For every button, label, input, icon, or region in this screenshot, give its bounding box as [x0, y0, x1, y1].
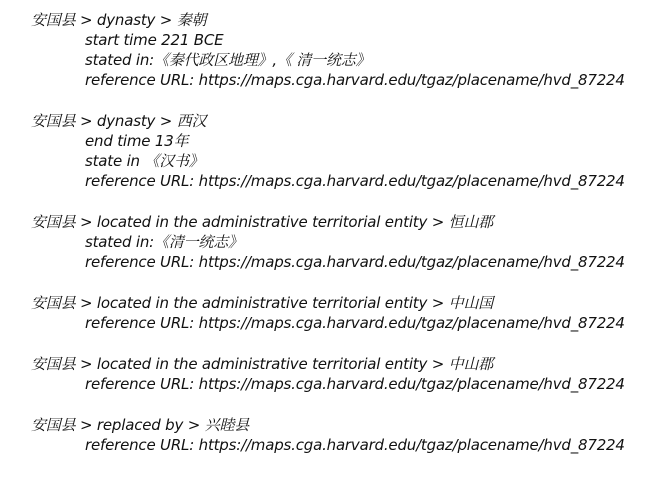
- subject-label: 安国县: [31, 294, 76, 312]
- statement: [31, 111, 671, 191]
- property-label: located in the administrative territorial entity: [96, 294, 428, 312]
- statement-header: [31, 212, 671, 232]
- qualifier-reference-url: reference URL: https://maps.cga.harvard.edu/tgaz/placename/hvd_87224: [85, 71, 625, 89]
- qualifier-stated-in: stated in:《秦代政区地理》,《 清一统志》: [85, 51, 371, 69]
- value-label: 兴睦县: [204, 416, 250, 434]
- separator: >: [75, 112, 97, 130]
- qualifier-end-time: end time 13年: [85, 132, 189, 150]
- separator: >: [155, 11, 177, 29]
- statement: [31, 10, 671, 90]
- subject-label: 安国县: [31, 11, 76, 29]
- qualifier-reference-url: reference URL: https://maps.cga.harvard.edu/tgaz/placename/hvd_87224: [85, 253, 625, 271]
- statement: [31, 212, 671, 272]
- property-label: replaced by: [96, 416, 184, 434]
- value-label: 中山国: [448, 294, 494, 312]
- subject-label: 安国县: [31, 355, 76, 373]
- statement-header: [31, 111, 671, 131]
- separator: >: [75, 294, 97, 312]
- statement: [31, 415, 671, 455]
- statement: [31, 293, 671, 333]
- qualifier-stated-in: stated in:《清一统志》: [85, 233, 243, 251]
- separator: >: [155, 112, 177, 130]
- separator: >: [75, 213, 97, 231]
- value-label: 秦朝: [176, 11, 207, 29]
- separator: >: [75, 355, 97, 373]
- property-label: dynasty: [96, 11, 156, 29]
- statement-header: [31, 293, 671, 313]
- property-label: located in the administrative territorial entity: [96, 213, 428, 231]
- property-label: located in the administrative territorial entity: [96, 355, 428, 373]
- statement-header: [31, 354, 671, 374]
- value-label: 西汉: [176, 112, 207, 130]
- qualifier-reference-url: reference URL: https://maps.cga.harvard.edu/tgaz/placename/hvd_87224: [85, 314, 625, 332]
- subject-label: 安国县: [31, 416, 76, 434]
- separator: >: [183, 416, 205, 434]
- qualifier-start-time: start time 221 BCE: [85, 31, 224, 49]
- qualifier-reference-url: reference URL: https://maps.cga.harvard.edu/tgaz/placename/hvd_87224: [85, 172, 625, 190]
- separator: >: [427, 213, 449, 231]
- qualifier-stated-in: state in 《汉书》: [85, 152, 204, 170]
- property-label: dynasty: [96, 112, 156, 130]
- separator: >: [75, 416, 97, 434]
- subject-label: 安国县: [31, 112, 76, 130]
- value-label: 恒山郡: [448, 213, 494, 231]
- separator: >: [427, 355, 449, 373]
- qualifier-reference-url: reference URL: https://maps.cga.harvard.edu/tgaz/placename/hvd_87224: [85, 375, 625, 393]
- statement-header: [31, 415, 671, 435]
- statement-header: [31, 10, 671, 30]
- value-label: 中山郡: [448, 355, 494, 373]
- statement: [31, 354, 671, 394]
- qualifier-reference-url: reference URL: https://maps.cga.harvard.edu/tgaz/placename/hvd_87224: [85, 436, 625, 454]
- subject-label: 安国县: [31, 213, 76, 231]
- separator: >: [75, 11, 97, 29]
- separator: >: [427, 294, 449, 312]
